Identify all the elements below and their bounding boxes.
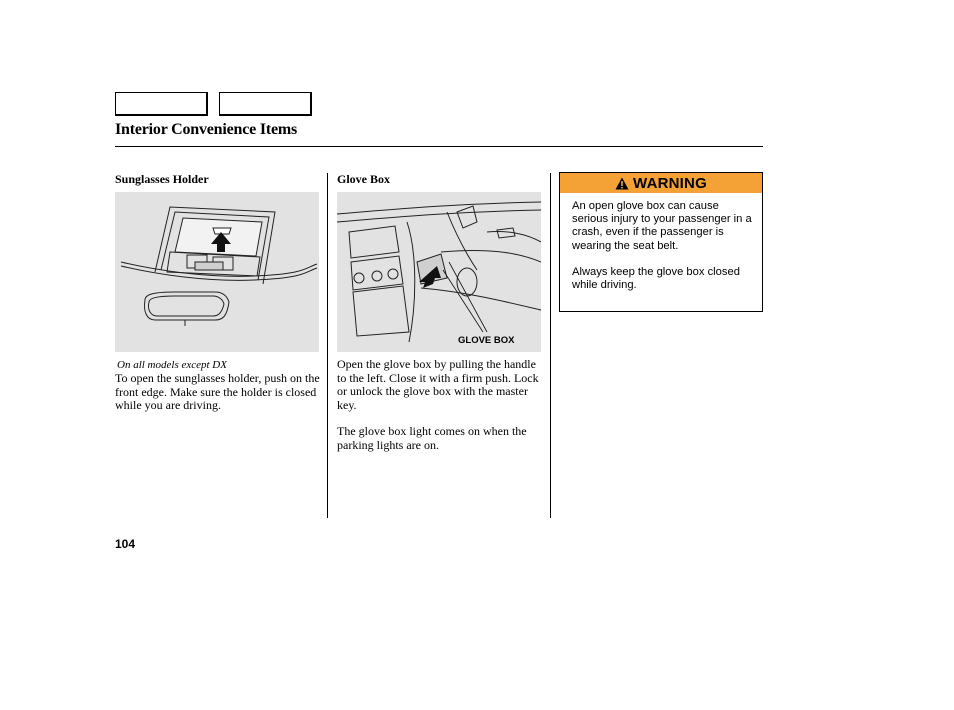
glovebox-body-1: Open the glove box by pulling the handle to the left. Close it with a firm push. Lock or unlock the glove box with the master key. (337, 357, 539, 412)
glovebox-drawing (337, 192, 541, 352)
warning-text-2: Always keep the glove box closed while driving. (572, 265, 740, 292)
sunglasses-heading: Sunglasses Holder (115, 172, 209, 186)
warning-header (560, 173, 762, 193)
warning-label: WARNING (633, 174, 707, 192)
title-rule (115, 146, 763, 147)
glovebox-illustration (337, 192, 541, 352)
sunglasses-holder-drawing (115, 192, 319, 352)
glovebox-heading: Glove Box (337, 172, 390, 186)
warning-triangle-icon (615, 177, 629, 190)
sunglasses-body: To open the sunglasses holder, push on the front edge. Make sure the holder is closed while you are driving. (115, 371, 320, 412)
sunglasses-caption: On all models except DX (117, 359, 227, 371)
nav-tab-2[interactable] (219, 92, 312, 116)
glovebox-body-2: The glove box light comes on when the parking lights are on. (337, 424, 527, 452)
sunglasses-holder-illustration (115, 192, 319, 352)
warning-text-1: An open glove box can cause serious injury to your passenger in a crash, even if the passenger is wearing the seat belt. (572, 200, 752, 252)
column-divider-2 (550, 173, 551, 518)
page-number: 104 (115, 537, 136, 551)
nav-tab-1[interactable] (115, 92, 208, 116)
column-divider-1 (327, 173, 328, 518)
glovebox-figure-label: GLOVE BOX (458, 335, 515, 346)
warning-box (559, 172, 763, 312)
page-title: Interior Convenience Items (115, 121, 298, 138)
